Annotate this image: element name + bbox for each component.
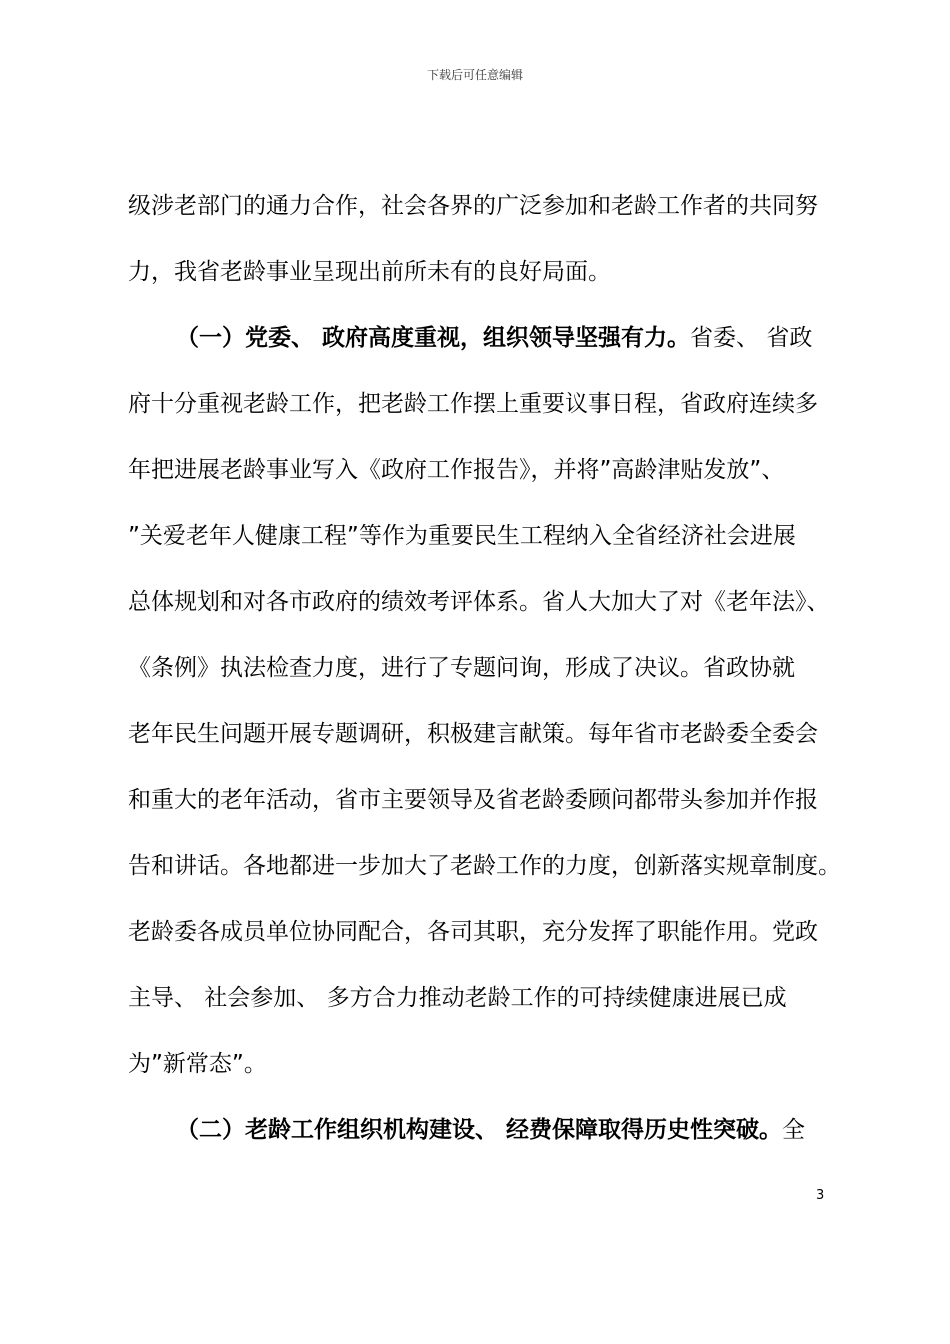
text-line bbox=[128, 712, 838, 778]
line-text: 为”新常态”。 bbox=[128, 1051, 267, 1077]
line-text: 告和讲话。各地都进一步加大了老龄工作的力度，创新落实规章制度。 bbox=[128, 853, 841, 879]
line-text: 府十分重视老龄工作，把老龄工作摆上重要议事日程，省政府连续多 bbox=[128, 391, 818, 417]
line-text: 老龄委各成员单位协同配合，各司其职，充分发挥了职能作用。党政 bbox=[128, 919, 818, 945]
line-text: 主导、 社会参加、 多方合力推动老龄工作的可持续健康进展已成 bbox=[128, 985, 787, 1011]
text-line bbox=[128, 976, 838, 1042]
text-line bbox=[128, 382, 838, 448]
line-text: 总体规划和对各市政府的绩效考评体系。省人大加大了对《老年法》、 bbox=[128, 589, 830, 615]
document-body bbox=[128, 184, 841, 1174]
text-line bbox=[128, 580, 838, 646]
section-heading-line bbox=[128, 316, 838, 382]
page-number: 3 bbox=[816, 1188, 825, 1203]
line-text: ”关爱老年人健康工程”等作为重要民生工程纳入全省经济社会进展 bbox=[128, 523, 796, 549]
line-text: 《条例》执法检查力度，进行了专题问询，形成了决议。省政协就 bbox=[128, 655, 795, 681]
text-line bbox=[128, 184, 838, 250]
page-header: 下载后可任意编辑 bbox=[426, 68, 523, 82]
text-line bbox=[128, 250, 838, 316]
line-text: 力，我省老龄事业呈现出前所未有的良好局面。 bbox=[128, 259, 611, 285]
line-text: 级涉老部门的通力合作，社会各界的广泛参加和老龄工作者的共同努 bbox=[128, 193, 818, 219]
text-line bbox=[128, 1042, 838, 1108]
line-text: 老年民生问题开展专题调研，积极建言献策。每年省市老龄委全委会 bbox=[128, 721, 818, 747]
line-text: 年把进展老龄事业写入《政府工作报告》，并将”高龄津贴发放”、 bbox=[128, 457, 785, 483]
line-text: 全 bbox=[782, 1117, 806, 1143]
text-line bbox=[128, 448, 838, 514]
text-line bbox=[128, 514, 838, 580]
text-line bbox=[128, 778, 838, 844]
text-line bbox=[128, 844, 841, 910]
section-heading: （二）老龄工作组织机构建设、 经费保障取得历史性突破。 bbox=[176, 1117, 783, 1143]
line-text: 和重大的老年活动，省市主要领导及省老龄委顾问都带头参加并作报 bbox=[128, 787, 818, 813]
section-heading: （一）党委、 政府高度重视，组织领导坚强有力。 bbox=[176, 325, 691, 351]
text-line bbox=[128, 646, 838, 712]
line-text: 省委、 省政 bbox=[690, 325, 813, 351]
text-line bbox=[128, 910, 838, 976]
section-heading-line bbox=[128, 1108, 838, 1174]
